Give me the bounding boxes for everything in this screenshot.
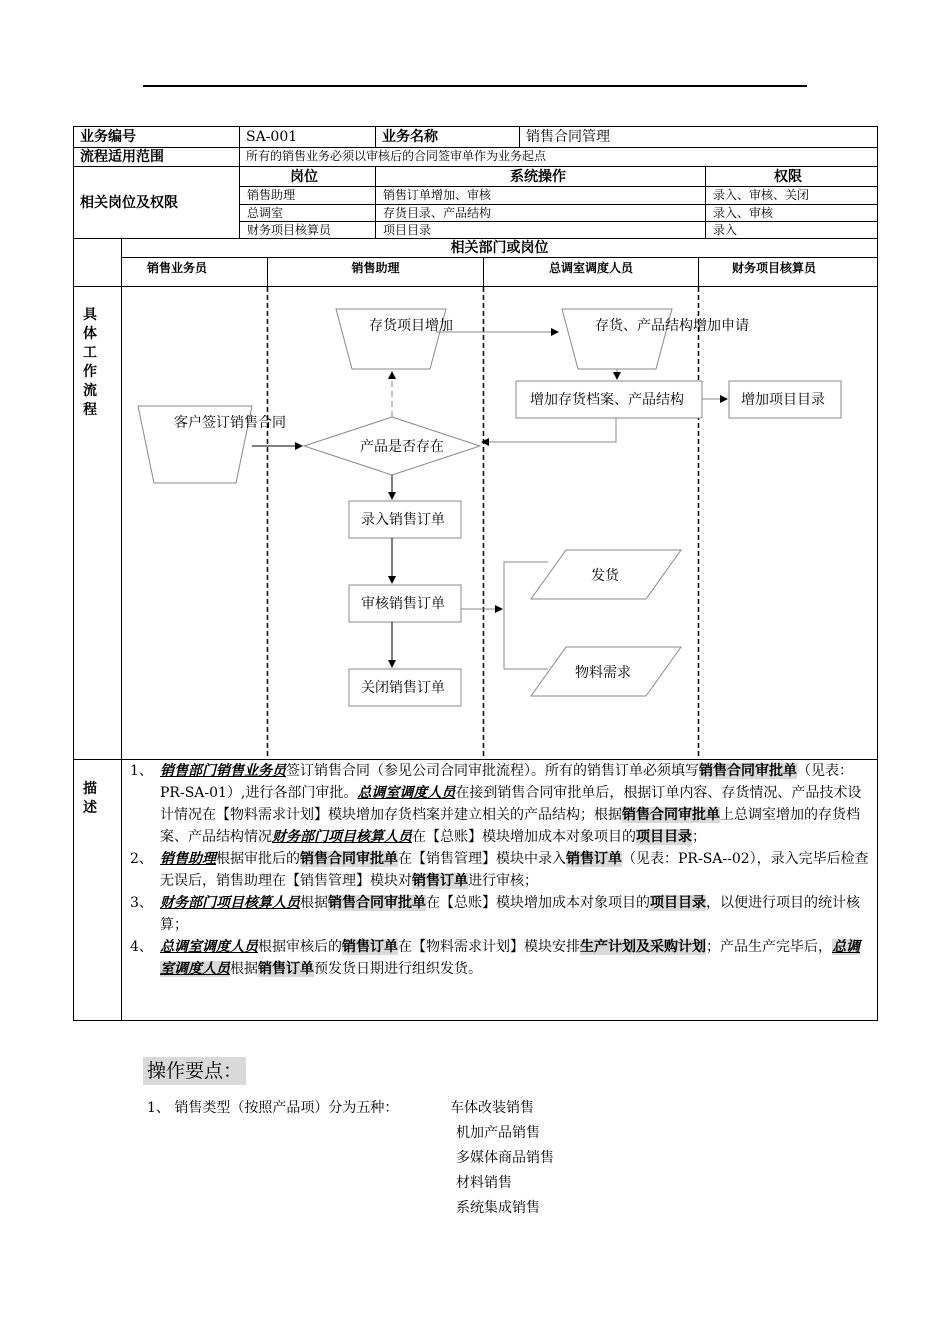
material-demand-label: 物料需求 xyxy=(575,665,631,681)
biz-name-value: 销售合同管理 xyxy=(526,129,610,145)
description-text: 在【物料需求计划】模块安排 xyxy=(398,939,580,955)
row-perm: 录入 xyxy=(713,223,738,237)
row-op: 存货目录、产品结构 xyxy=(383,206,492,220)
document-highlight: 销售订单 xyxy=(258,961,314,977)
biz-no-value: SA-001 xyxy=(246,129,298,145)
row-post: 总调室 xyxy=(247,206,284,220)
row-post: 销售助理 xyxy=(247,188,296,202)
lane-header: 总调室调度人员 xyxy=(548,261,633,275)
description-text: 在接到销售合同审批单后，根据订单内容、存货情况、产品技术设计情况在【物料需求计划】模块增加存货档案并建立相关的产品结构；根据 xyxy=(160,785,862,823)
description-text: 上总调室增加的存货档案、产品结构情况 xyxy=(160,807,860,845)
document-highlight: 销售合同审批单 xyxy=(622,807,720,823)
document-highlight: 销售合同审批单 xyxy=(300,851,398,867)
description-item xyxy=(130,848,872,892)
description-text: 根据审核后的 xyxy=(258,939,342,955)
ship-label: 发货 xyxy=(591,568,619,584)
edge-archive-back-to-check xyxy=(482,418,616,442)
biz-no-label: 业务编号 xyxy=(80,129,136,145)
customer-contract-label: 客户签订销售合同 xyxy=(174,415,286,431)
description-item-number: 3、 xyxy=(130,895,153,911)
role-emphasis: 财务部门项目核算人员 xyxy=(272,829,412,845)
description-item-number: 1、 xyxy=(130,763,153,779)
flow-side-label: 具 体 工 作 流 程 xyxy=(83,307,97,418)
description-text: ； xyxy=(692,829,706,845)
description-item xyxy=(130,892,872,936)
sales-type-item: 多媒体商品销售 xyxy=(456,1150,554,1166)
col-post: 岗位 xyxy=(290,169,318,185)
role-emphasis: 销售部门销售业务员 xyxy=(160,763,286,779)
document-highlight: 项目目录 xyxy=(636,829,692,845)
role-emphasis: 销售助理 xyxy=(160,851,216,867)
row-op: 项目目录 xyxy=(383,223,432,237)
role-emphasis: 总调室调度人员 xyxy=(357,785,456,801)
role-emphasis: 财务部门项目核算人员 xyxy=(160,895,300,911)
description-text: 在【总账】模块增加成本对象项目的 xyxy=(426,895,650,911)
lane-header: 销售业务员 xyxy=(146,261,207,275)
tips-title: 操作要点： xyxy=(143,1057,246,1085)
roles-label: 相关岗位及权限 xyxy=(80,195,178,211)
sales-type-item: 机加产品销售 xyxy=(456,1125,540,1141)
sales-type-item: 系统集成销售 xyxy=(456,1200,540,1216)
dept-header: 相关部门或岗位 xyxy=(450,240,549,256)
add-stock-archive-label: 增加存货档案、产品结构 xyxy=(530,392,684,408)
description-text: 在【销售管理】模块中录入 xyxy=(398,851,566,867)
description-text: （见表：PR-SA-01）,进行各部门审批。 xyxy=(160,763,853,801)
description-text: ；产品生产完毕后， xyxy=(706,939,832,955)
description-label: 描 述 xyxy=(83,781,97,816)
description-text: ，以便进行项目的统计核算； xyxy=(160,895,860,933)
document-highlight: 销售合同审批单 xyxy=(328,895,426,911)
sales-type-item: 车体改装销售 xyxy=(450,1100,534,1116)
scope-value: 所有的销售业务必须以审核后的合同签审单作为业务起点 xyxy=(246,149,547,163)
document-highlight: 销售订单 xyxy=(566,851,622,867)
description-item-number: 4、 xyxy=(130,939,153,955)
edge-branch-to-ship xyxy=(504,562,548,669)
description-text: 进行审核； xyxy=(468,873,538,889)
add-project-label: 增加项目目录 xyxy=(741,392,825,408)
description-item-number: 2、 xyxy=(130,851,153,867)
role-emphasis: 总调室调度人员 xyxy=(160,939,860,977)
col-perm: 权限 xyxy=(774,169,802,185)
lane-header: 销售助理 xyxy=(351,261,400,275)
role-emphasis: 总调室调度人员 xyxy=(160,939,258,955)
col-op: 系统操作 xyxy=(510,169,566,185)
document-highlight: 销售订单 xyxy=(342,939,398,955)
document-highlight: 销售订单 xyxy=(412,873,468,889)
description-text: 根据 xyxy=(300,895,328,911)
stock-struct-apply-label: 存货、产品结构增加申请 xyxy=(595,318,749,334)
product-exists-label: 产品是否存在 xyxy=(360,439,444,455)
description-text: （见表：PR-SA--02），录入完毕后检查无误后，销售助理在【销售管理】模块对 xyxy=(160,851,869,889)
lane-header: 财务项目核算员 xyxy=(731,261,816,275)
document-highlight: 销售合同审批单 xyxy=(699,763,797,779)
description-text: 签订销售合同（参见公司合同审批流程）。所有的销售订单必须填写 xyxy=(286,763,699,779)
audit-order-label: 审核销售订单 xyxy=(361,596,445,612)
row-op: 销售订单增加、审核 xyxy=(383,188,492,202)
description-body xyxy=(130,760,872,980)
close-order-label: 关闭销售订单 xyxy=(361,680,445,696)
description-text: 预发货日期进行组织发货。 xyxy=(314,961,482,977)
scope-label: 流程适用范围 xyxy=(80,149,164,165)
row-post: 财务项目核算员 xyxy=(247,223,332,237)
description-text: 根据 xyxy=(230,961,258,977)
description-item xyxy=(130,760,872,848)
document-highlight: 项目目录 xyxy=(650,895,706,911)
description-text: 在【总账】模块增加成本对象项目的 xyxy=(412,829,636,845)
stock-add-label: 存货项目增加 xyxy=(369,318,453,334)
biz-name-label: 业务名称 xyxy=(382,129,438,145)
enter-order-label: 录入销售订单 xyxy=(361,512,445,528)
row-perm: 录入、审核 xyxy=(713,206,774,220)
description-item xyxy=(130,936,872,980)
document-highlight: 生产计划及采购计划 xyxy=(580,939,706,955)
description-text: 根据审批后的 xyxy=(216,851,300,867)
tips-item-label: 1、 销售类型（按照产品项）分为五种： xyxy=(147,1100,399,1116)
sales-type-item: 材料销售 xyxy=(456,1175,512,1191)
row-perm: 录入、审核、关闭 xyxy=(713,188,810,202)
